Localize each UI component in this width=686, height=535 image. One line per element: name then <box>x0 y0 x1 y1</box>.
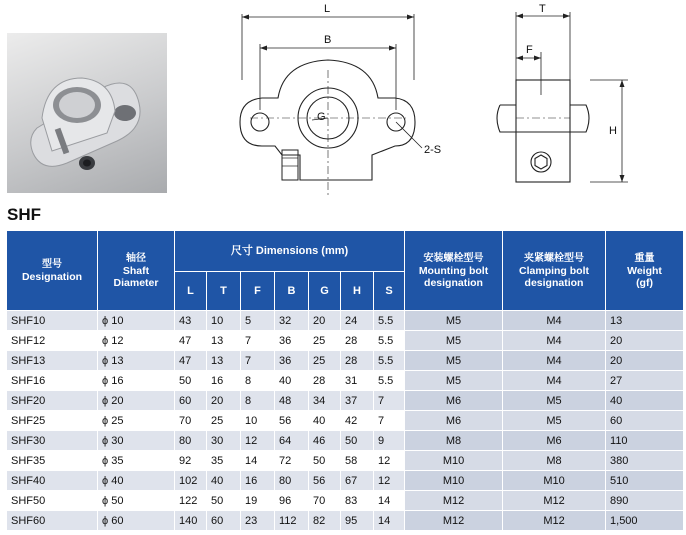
cell-dim-t: 50 <box>207 491 241 511</box>
header-dim-h: H <box>341 272 374 311</box>
cell-mounting-bolt: M12 <box>405 491 503 511</box>
cell-clamping-bolt: M5 <box>503 391 606 411</box>
header-dim-s: S <box>374 272 405 311</box>
cell-mounting-bolt: M6 <box>405 391 503 411</box>
cell-dim-f: 8 <box>241 391 275 411</box>
cell-dim-f: 23 <box>241 511 275 531</box>
header-shaft-diameter: 轴径 Shaft Diameter <box>98 231 175 311</box>
cell-weight: 27 <box>606 371 684 391</box>
cell-dim-l: 80 <box>175 431 207 451</box>
cell-dim-b: 32 <box>275 311 309 331</box>
cell-dim-b: 64 <box>275 431 309 451</box>
cell-dim-t: 30 <box>207 431 241 451</box>
side-view-drawing <box>497 12 628 182</box>
cell-dim-b: 112 <box>275 511 309 531</box>
cell-dim-b: 72 <box>275 451 309 471</box>
cell-dim-s: 5.5 <box>374 311 405 331</box>
cell-shaft-diameter: ϕ 60 <box>98 511 175 531</box>
cell-dim-s: 14 <box>374 511 405 531</box>
label-L: L <box>324 3 331 15</box>
cell-dim-l: 70 <box>175 411 207 431</box>
table-row <box>7 431 684 451</box>
cell-designation: SHF12 <box>7 331 98 351</box>
cell-dim-s: 5.5 <box>374 371 405 391</box>
cell-dim-s: 7 <box>374 391 405 411</box>
cell-dim-g: 34 <box>309 391 341 411</box>
header-designation: 型号 Designation <box>7 231 98 311</box>
cell-clamping-bolt: M4 <box>503 351 606 371</box>
product-title: SHF <box>7 205 41 224</box>
cell-designation: SHF35 <box>7 451 98 471</box>
cell-clamping-bolt: M4 <box>503 311 606 331</box>
cell-dim-s: 5.5 <box>374 331 405 351</box>
header-dim-f: F <box>241 272 275 311</box>
cell-designation: SHF60 <box>7 511 98 531</box>
cell-dim-f: 5 <box>241 311 275 331</box>
cell-weight: 20 <box>606 351 684 371</box>
cell-mounting-bolt: M5 <box>405 331 503 351</box>
cell-mounting-bolt: M5 <box>405 351 503 371</box>
cell-designation: SHF30 <box>7 431 98 451</box>
cell-dim-g: 50 <box>309 451 341 471</box>
table-row <box>7 491 684 511</box>
table-row <box>7 331 684 351</box>
cell-dim-b: 40 <box>275 371 309 391</box>
cell-dim-b: 36 <box>275 331 309 351</box>
table-row <box>7 351 684 371</box>
cell-designation: SHF25 <box>7 411 98 431</box>
cell-dim-f: 7 <box>241 331 275 351</box>
cell-dim-f: 12 <box>241 431 275 451</box>
cell-designation: SHF10 <box>7 311 98 331</box>
header-mounting-bolt: 安装螺栓型号 Mounting bolt designation <box>405 231 503 311</box>
cell-clamping-bolt: M4 <box>503 331 606 351</box>
cell-dim-g: 70 <box>309 491 341 511</box>
cell-dim-s: 9 <box>374 431 405 451</box>
cell-mounting-bolt: M6 <box>405 411 503 431</box>
cell-dim-h: 50 <box>341 431 374 451</box>
cell-dim-t: 60 <box>207 511 241 531</box>
cell-dim-t: 13 <box>207 351 241 371</box>
cell-clamping-bolt: M5 <box>503 411 606 431</box>
table-row <box>7 451 684 471</box>
cell-shaft-diameter: ϕ 35 <box>98 451 175 471</box>
cell-dim-h: 37 <box>341 391 374 411</box>
cell-dim-g: 82 <box>309 511 341 531</box>
cell-dim-l: 50 <box>175 371 207 391</box>
cell-mounting-bolt: M5 <box>405 371 503 391</box>
cell-dim-t: 40 <box>207 471 241 491</box>
cell-mounting-bolt: M10 <box>405 471 503 491</box>
cell-clamping-bolt: M12 <box>503 491 606 511</box>
table-row <box>7 411 684 431</box>
cell-mounting-bolt: M5 <box>405 311 503 331</box>
cell-dim-b: 36 <box>275 351 309 371</box>
header-dimensions: 尺寸 Dimensions (mm) <box>175 231 405 272</box>
table-row <box>7 511 684 531</box>
cell-dim-b: 56 <box>275 411 309 431</box>
cell-dim-h: 42 <box>341 411 374 431</box>
cell-dim-t: 13 <box>207 331 241 351</box>
cell-dim-g: 40 <box>309 411 341 431</box>
cell-shaft-diameter: ϕ 40 <box>98 471 175 491</box>
cell-dim-t: 10 <box>207 311 241 331</box>
label-F: F <box>526 44 533 56</box>
cell-dim-h: 24 <box>341 311 374 331</box>
table-row <box>7 391 684 411</box>
cell-dim-h: 58 <box>341 451 374 471</box>
cell-dim-g: 25 <box>309 331 341 351</box>
dimension-labels <box>317 3 617 156</box>
cell-designation: SHF16 <box>7 371 98 391</box>
label-2S: 2-S <box>424 144 442 156</box>
cell-shaft-diameter: ϕ 25 <box>98 411 175 431</box>
header-dim-l: L <box>175 272 207 311</box>
cell-dim-f: 16 <box>241 471 275 491</box>
cell-mounting-bolt: M8 <box>405 431 503 451</box>
cell-shaft-diameter: ϕ 10 <box>98 311 175 331</box>
cell-weight: 1,500 <box>606 511 684 531</box>
header-weight: 重量 Weight (gf) <box>606 231 684 311</box>
cell-dim-g: 20 <box>309 311 341 331</box>
header-dim-b: B <box>275 272 309 311</box>
cell-designation: SHF20 <box>7 391 98 411</box>
cell-dim-h: 31 <box>341 371 374 391</box>
cell-dim-b: 48 <box>275 391 309 411</box>
cell-designation: SHF13 <box>7 351 98 371</box>
cell-dim-f: 14 <box>241 451 275 471</box>
cell-dim-h: 95 <box>341 511 374 531</box>
cell-clamping-bolt: M12 <box>503 511 606 531</box>
cell-designation: SHF50 <box>7 491 98 511</box>
cell-dim-g: 56 <box>309 471 341 491</box>
cell-dim-f: 7 <box>241 351 275 371</box>
cell-weight: 60 <box>606 411 684 431</box>
cell-dim-f: 8 <box>241 371 275 391</box>
cell-shaft-diameter: ϕ 13 <box>98 351 175 371</box>
cell-dim-g: 28 <box>309 371 341 391</box>
spec-table <box>6 230 684 531</box>
cell-clamping-bolt: M8 <box>503 451 606 471</box>
cell-dim-s: 12 <box>374 451 405 471</box>
table-row <box>7 311 684 331</box>
cell-shaft-diameter: ϕ 20 <box>98 391 175 411</box>
cell-dim-s: 12 <box>374 471 405 491</box>
cell-mounting-bolt: M10 <box>405 451 503 471</box>
label-G: G <box>317 111 326 123</box>
cell-dim-f: 10 <box>241 411 275 431</box>
header-dim-g: G <box>309 272 341 311</box>
cell-clamping-bolt: M4 <box>503 371 606 391</box>
cell-dim-b: 96 <box>275 491 309 511</box>
cell-dim-l: 47 <box>175 331 207 351</box>
cell-dim-g: 25 <box>309 351 341 371</box>
cell-dim-t: 35 <box>207 451 241 471</box>
cell-clamping-bolt: M6 <box>503 431 606 451</box>
label-T: T <box>539 3 546 15</box>
cell-dim-l: 102 <box>175 471 207 491</box>
cell-dim-f: 19 <box>241 491 275 511</box>
cell-dim-t: 20 <box>207 391 241 411</box>
cell-weight: 890 <box>606 491 684 511</box>
cell-dim-b: 80 <box>275 471 309 491</box>
cell-dim-h: 83 <box>341 491 374 511</box>
header-dim-t: T <box>207 272 241 311</box>
cell-dim-h: 67 <box>341 471 374 491</box>
label-B: B <box>324 34 332 46</box>
cell-dim-s: 5.5 <box>374 351 405 371</box>
cell-dim-l: 122 <box>175 491 207 511</box>
cell-clamping-bolt: M10 <box>503 471 606 491</box>
table-row <box>7 371 684 391</box>
cell-dim-g: 46 <box>309 431 341 451</box>
cell-dim-t: 25 <box>207 411 241 431</box>
cell-shaft-diameter: ϕ 50 <box>98 491 175 511</box>
cell-weight: 13 <box>606 311 684 331</box>
header-clamping-bolt: 夹紧螺栓型号 Clamping bolt designation <box>503 231 606 311</box>
cell-designation: SHF40 <box>7 471 98 491</box>
label-H: H <box>609 125 617 137</box>
cell-dim-h: 28 <box>341 351 374 371</box>
cell-dim-l: 60 <box>175 391 207 411</box>
cell-dim-t: 16 <box>207 371 241 391</box>
cell-shaft-diameter: ϕ 30 <box>98 431 175 451</box>
cell-dim-l: 140 <box>175 511 207 531</box>
cell-shaft-diameter: ϕ 16 <box>98 371 175 391</box>
table-row <box>7 471 684 491</box>
cell-weight: 40 <box>606 391 684 411</box>
cell-dim-l: 43 <box>175 311 207 331</box>
cell-weight: 20 <box>606 331 684 351</box>
cell-shaft-diameter: ϕ 12 <box>98 331 175 351</box>
cell-weight: 110 <box>606 431 684 451</box>
cell-dim-h: 28 <box>341 331 374 351</box>
cell-dim-s: 7 <box>374 411 405 431</box>
cell-mounting-bolt: M12 <box>405 511 503 531</box>
technical-drawings <box>0 0 686 205</box>
cell-weight: 380 <box>606 451 684 471</box>
cell-dim-l: 92 <box>175 451 207 471</box>
cell-dim-l: 47 <box>175 351 207 371</box>
cell-dim-s: 14 <box>374 491 405 511</box>
cell-weight: 510 <box>606 471 684 491</box>
